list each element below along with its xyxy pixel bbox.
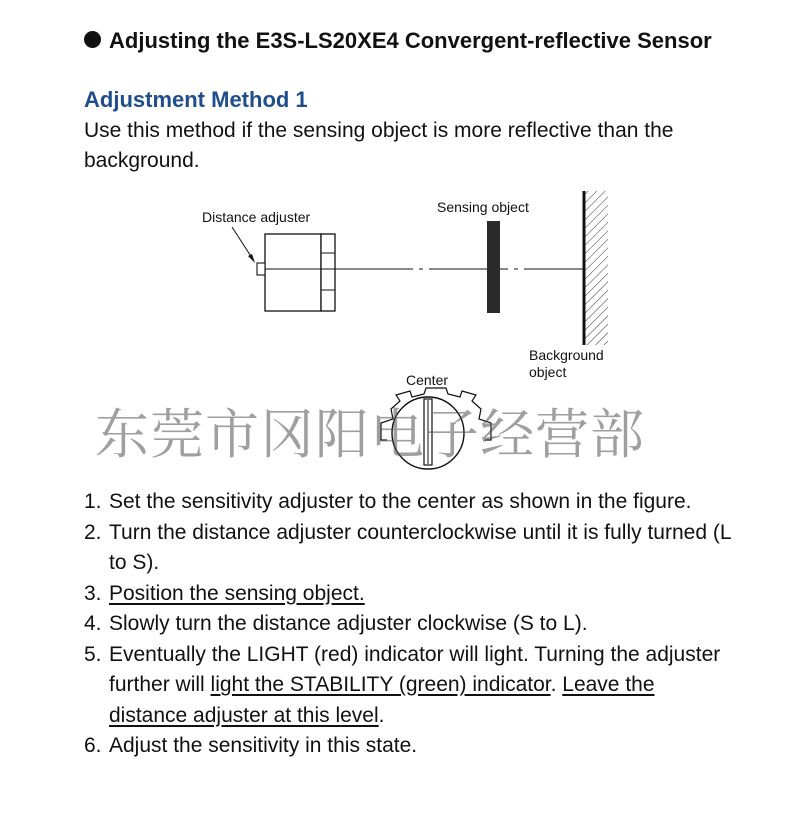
intro-paragraph: Use this method if the sensing object is more reflective than the background. bbox=[84, 119, 674, 172]
step-text-underlined: Leave the distance adjuster at this level bbox=[109, 673, 655, 727]
step-text: . bbox=[378, 703, 385, 727]
distance-adjuster-label: Distance adjuster bbox=[202, 209, 311, 225]
sensor-body bbox=[257, 234, 335, 311]
step-text: Adjust the sensitivity in this state. bbox=[109, 734, 418, 757]
steps-list bbox=[84, 487, 734, 762]
step-text: Eventually the LIGHT (red) indicator will light. Turning the adjuster further will bbox=[109, 642, 721, 696]
step-number: 2. bbox=[84, 520, 102, 544]
step-text: . bbox=[550, 673, 563, 696]
step-number: 1. bbox=[84, 490, 102, 513]
step-number: 4. bbox=[84, 612, 102, 635]
step-text: Turn the distance adjuster counterclockwise until it is fully turned (L to S). bbox=[109, 520, 731, 574]
background-object-label-line2: object bbox=[529, 364, 567, 380]
step-item bbox=[84, 487, 734, 518]
center-label: Center bbox=[406, 372, 449, 388]
distance-adjuster-pointer bbox=[232, 227, 255, 263]
step-number: 3. bbox=[84, 581, 102, 605]
step-item bbox=[84, 609, 734, 640]
step-number: 5. bbox=[84, 642, 102, 666]
watermark: 东莞市冈阳电子经营部 bbox=[95, 403, 645, 466]
background-object-label-line1: Background bbox=[529, 347, 604, 363]
method-title: Adjustment Method 1 bbox=[84, 87, 308, 112]
step-text: Set the sensitivity adjuster to the center as shown in the figure. bbox=[109, 490, 692, 513]
step-number: 6. bbox=[84, 734, 102, 757]
sensing-object-label: Sensing object bbox=[437, 199, 529, 215]
step-text: Slowly turn the distance adjuster clockwise (S to L). bbox=[109, 612, 588, 635]
background-wall bbox=[584, 191, 608, 345]
step-text-underlined: Position the sensing object. bbox=[109, 581, 365, 605]
sensing-object-block bbox=[487, 221, 500, 313]
step-item bbox=[84, 579, 734, 610]
section-heading bbox=[84, 26, 744, 55]
step-item bbox=[84, 731, 734, 762]
bullet-icon bbox=[84, 31, 101, 48]
step-item bbox=[84, 518, 734, 579]
step-text-underlined: light the STABILITY (green) indicator bbox=[210, 673, 551, 696]
section-heading-text: Adjusting the E3S-LS20XE4 Convergent-reflective Sensor bbox=[109, 28, 712, 53]
step-item bbox=[84, 640, 734, 732]
